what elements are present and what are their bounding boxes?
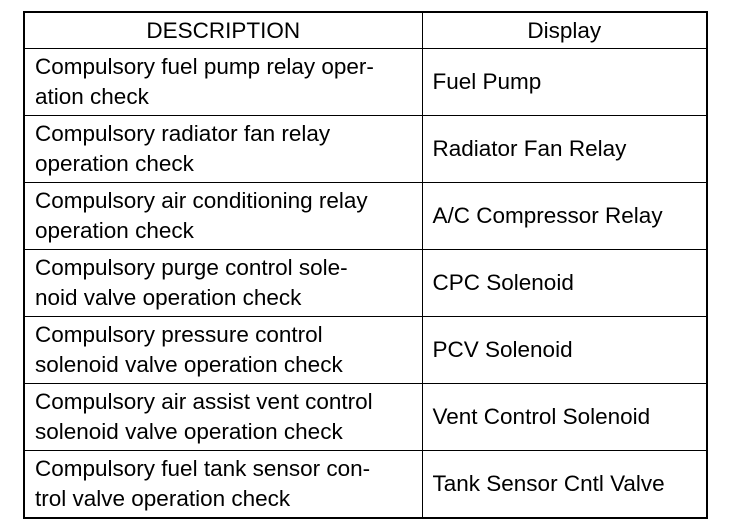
display-cell: Fuel Pump [422,49,707,116]
description-cell: Compulsory pressure control solenoid valve operation check [24,317,422,384]
column-header-display: Display [422,12,707,49]
description-cell: Compulsory fuel pump relay oper- ation check [24,49,422,116]
description-cell: Compulsory air conditioning relay operation check [24,183,422,250]
table-row [24,384,707,451]
table-row [24,49,707,116]
display-cell: PCV Solenoid [422,317,707,384]
table-row [24,317,707,384]
display-cell: A/C Compressor Relay [422,183,707,250]
description-cell: Compulsory fuel tank sensor con- trol valve operation check [24,451,422,519]
table-body [24,49,707,519]
description-cell: Compulsory air assist vent control solenoid valve operation check [24,384,422,451]
table-row [24,116,707,183]
display-cell: CPC Solenoid [422,250,707,317]
display-cell: Vent Control Solenoid [422,384,707,451]
description-cell: Compulsory purge control sole- noid valve operation check [24,250,422,317]
table-row [24,183,707,250]
display-cell: Tank Sensor Cntl Valve [422,451,707,519]
header-row [24,12,707,49]
description-cell: Compulsory radiator fan relay operation check [24,116,422,183]
column-header-description: DESCRIPTION [24,12,422,49]
operation-check-table [23,11,708,519]
display-cell: Radiator Fan Relay [422,116,707,183]
table-header [24,12,707,49]
table-row [24,451,707,519]
table-row [24,250,707,317]
